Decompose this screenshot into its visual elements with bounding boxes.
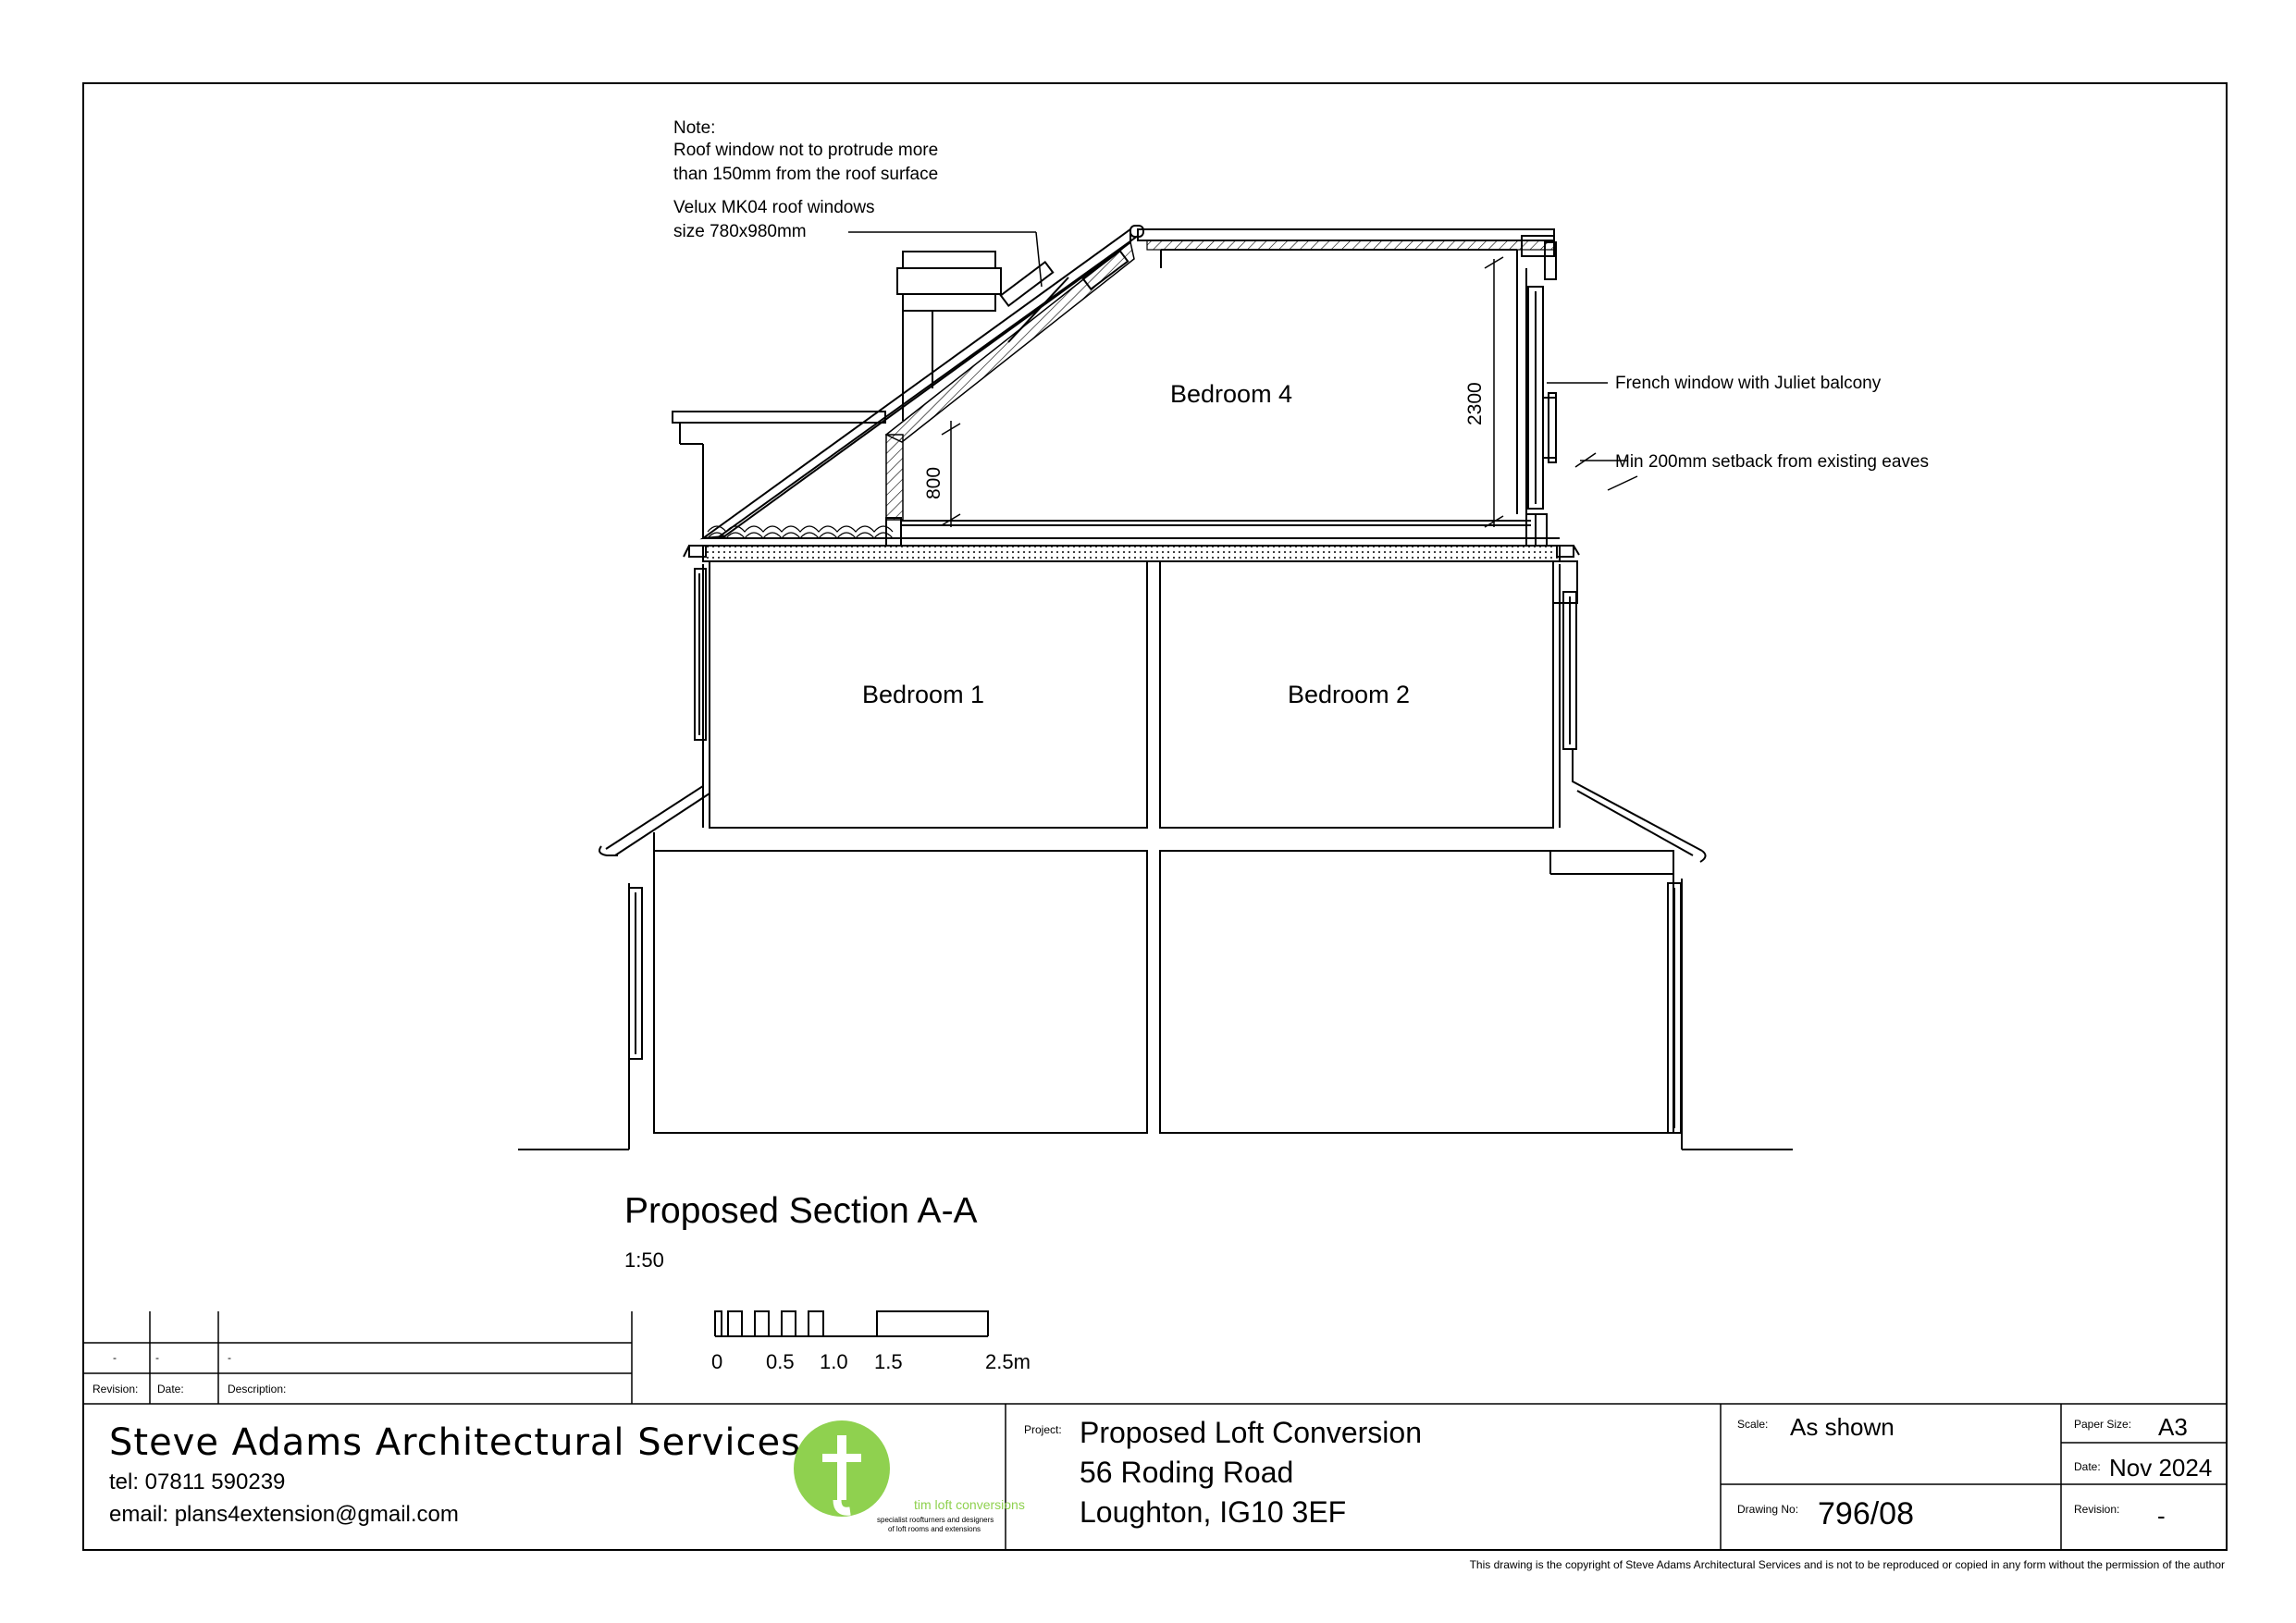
copyright-notice: This drawing is the copyright of Steve Adams Architectural Services and is not to be reproduced or copied in any form without the permission of the author [1469, 1558, 2225, 1571]
note-title: Note: [673, 118, 716, 138]
drawing-scale: 1:50 [624, 1248, 664, 1272]
company-logo [794, 1420, 890, 1517]
drawing-title: Proposed Section A-A [624, 1191, 978, 1231]
sheet-border [83, 83, 2227, 1550]
logo-sub-2: of loft rooms and extensions [888, 1525, 981, 1533]
firm-tel: tel: 07811 590239 [109, 1469, 286, 1494]
paper-size-value: A3 [2158, 1413, 2188, 1441]
date-value: Nov 2024 [2109, 1454, 2213, 1482]
project-line-3: Loughton, IG10 3EF [1080, 1495, 1347, 1529]
date-label: Date: [2074, 1460, 2101, 1473]
scale-label: Scale: [1737, 1418, 1769, 1431]
dimension-800: 800 [923, 466, 944, 499]
scale-bar [715, 1311, 988, 1336]
scale-tick-3: 1.5 [874, 1350, 903, 1373]
revision-row-desc: - [228, 1351, 231, 1364]
revision-label: Revision: [2074, 1503, 2120, 1516]
scale-tick-2: 1.0 [820, 1350, 848, 1373]
revision-header-date: Date: [157, 1383, 184, 1396]
velux-line-2: size 780x980mm [673, 222, 807, 241]
project-line-2: 56 Roding Road [1080, 1456, 1294, 1489]
revision-header-desc: Description: [228, 1383, 287, 1396]
drawing-no-label: Drawing No: [1737, 1503, 1799, 1516]
firm-name: Steve Adams Architectural Services [109, 1421, 801, 1464]
logo-sub-1: specialist roofturners and designers [877, 1516, 994, 1524]
section-drawing [518, 226, 1793, 1150]
firm-email: email: plans4extension@gmail.com [109, 1502, 459, 1527]
room-bedroom-1: Bedroom 1 [862, 681, 985, 708]
revision-table [83, 1311, 2227, 1404]
dimension-2300: 2300 [1464, 382, 1486, 425]
scale-value: As shown [1790, 1413, 1895, 1441]
note-line-1: Roof window not to protrude more [673, 141, 939, 160]
logo-text: tim loft conversions [914, 1497, 1025, 1512]
room-bedroom-4: Bedroom 4 [1170, 380, 1293, 408]
project-line-1: Proposed Loft Conversion [1080, 1416, 1422, 1449]
revision-value: - [2157, 1502, 2166, 1530]
revision-header-rev: Revision: [93, 1383, 139, 1396]
revision-row-date: - [155, 1351, 159, 1364]
scale-tick-1: 0.5 [766, 1350, 795, 1373]
scale-tick-0: 0 [711, 1350, 723, 1373]
setback-note: Min 200mm setback from existing eaves [1615, 452, 1929, 472]
revision-row-rev: - [113, 1351, 117, 1364]
velux-line-1: Velux MK04 roof windows [673, 198, 875, 217]
french-window-note: French window with Juliet balcony [1615, 374, 1882, 393]
project-label: Project: [1024, 1423, 1062, 1436]
scale-tick-4: 2.5m [985, 1350, 1031, 1373]
paper-size-label: Paper Size: [2074, 1418, 2132, 1431]
note-line-2: than 150mm from the roof surface [673, 165, 939, 184]
room-bedroom-2: Bedroom 2 [1288, 681, 1411, 708]
drawing-no-value: 796/08 [1818, 1496, 1914, 1531]
